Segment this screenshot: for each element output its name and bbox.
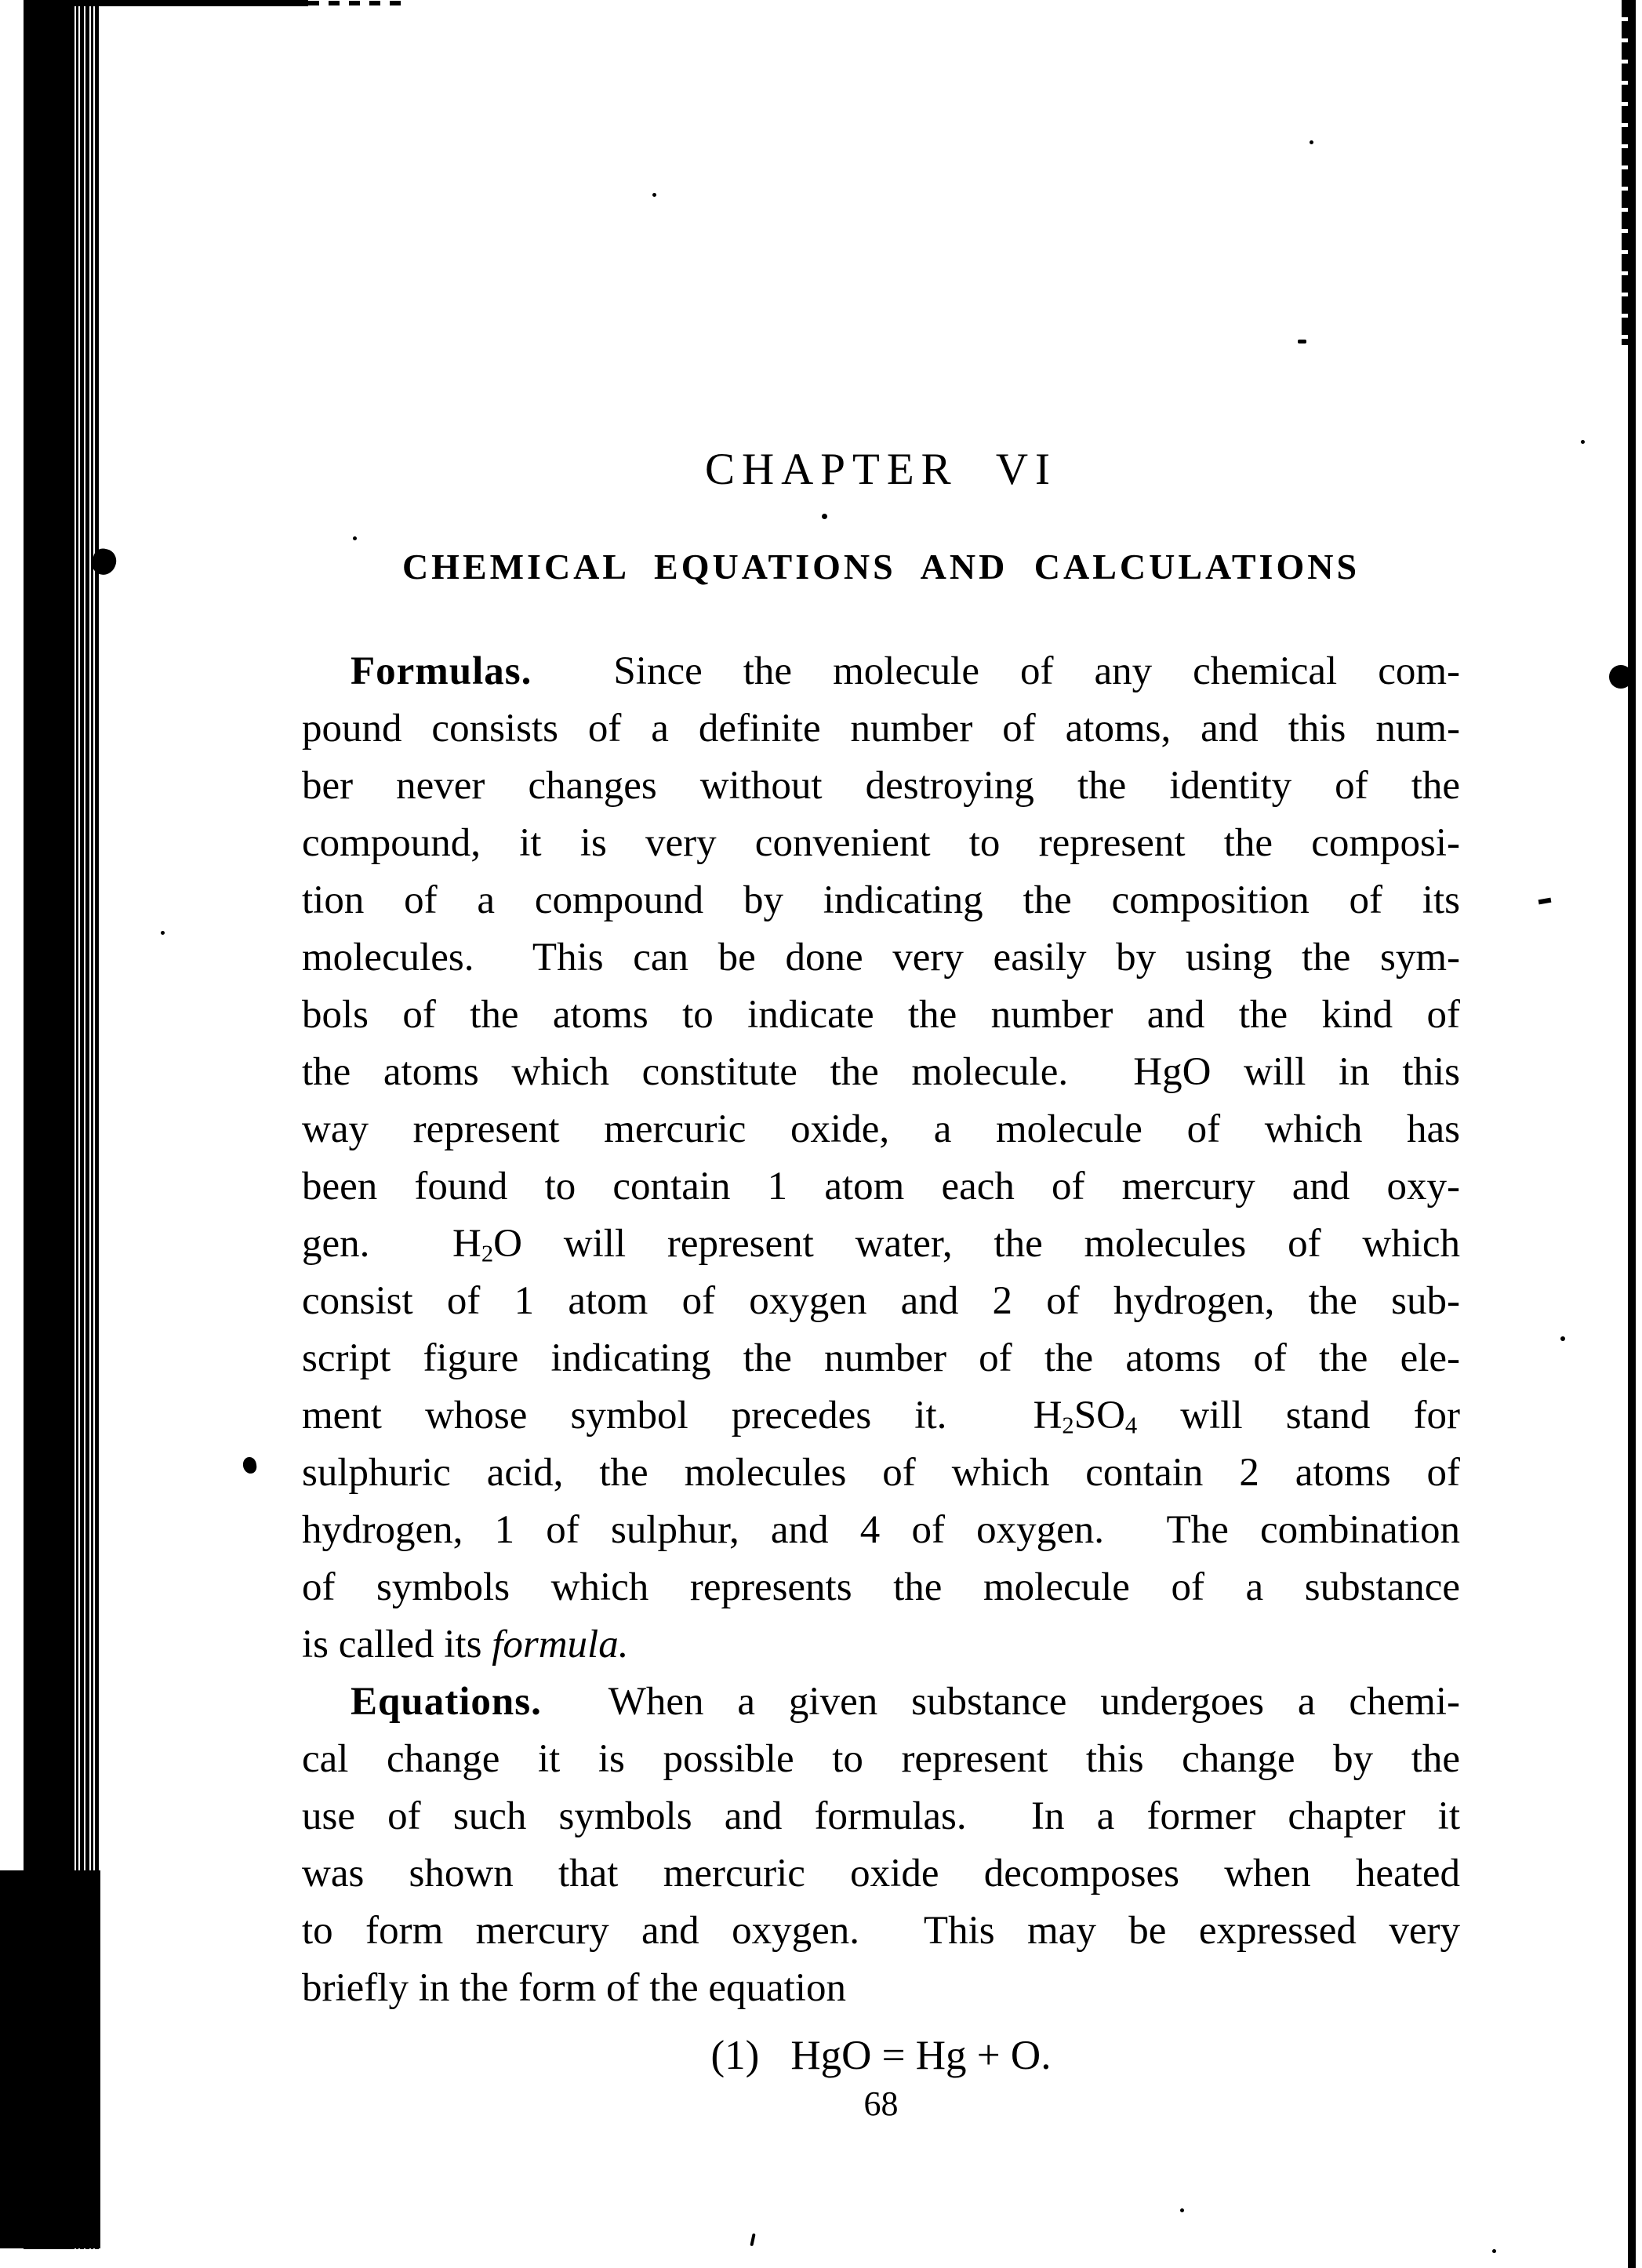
text-line: [302, 987, 1460, 1044]
text-run: is called its: [302, 1623, 492, 1666]
right-edge-smudge: [1622, 0, 1636, 345]
scan-speck: [161, 931, 165, 935]
text-line: [302, 1616, 1460, 1674]
text-run: ment whose symbol precedes it. H: [302, 1394, 1063, 1437]
text-line: [302, 1101, 1460, 1158]
scan-speck: [1492, 2249, 1496, 2253]
text-run: When a given substance undergoes a chemi-: [541, 1680, 1460, 1724]
chapter-title: CHAPTER VI: [704, 445, 1058, 494]
text-run: the atoms which constitute the molecule. HgO will in this: [302, 1050, 1460, 1094]
text-run: was shown that mercuric oxide decomposes when heated: [302, 1852, 1460, 1895]
text-line: [302, 1788, 1460, 1845]
ink-dash-right-margin: [1538, 898, 1552, 905]
text-run: ber never changes without destroying the identity of the: [302, 764, 1460, 808]
equation-line: [302, 2031, 1460, 2080]
top-edge-dashes: [308, 1, 410, 5]
binding-gutter-shadow-bottom: [0, 1870, 100, 2248]
text-line: [302, 1960, 1460, 2017]
text-line: [302, 1158, 1460, 1216]
chemical-subscript: 2: [1062, 1412, 1074, 1439]
page-number: 68: [863, 2084, 899, 2123]
top-edge-line: [45, 0, 308, 6]
paragraph-lead-word: Formulas.: [351, 649, 532, 693]
text-line: [302, 643, 1460, 700]
text-run: SO: [1073, 1394, 1125, 1437]
text-run: will stand for: [1137, 1394, 1460, 1437]
text-run: use of such symbols and formulas. In a former chapter it: [302, 1794, 1460, 1838]
text-run: tion of a compound by indicating the composition of its: [302, 878, 1460, 922]
ink-blot-bullet-margin: [242, 1456, 258, 1474]
text-run: to form mercury and oxygen. This may be expressed very: [302, 1909, 1460, 1953]
text-run: molecules. This can be done very easily by using the sym-: [302, 936, 1460, 980]
text-line: [302, 1330, 1460, 1387]
text-run: O will represent water, the molecules of which: [493, 1222, 1461, 1266]
text-run: way represent mercuric oxide, a molecule of which has: [302, 1107, 1460, 1151]
scan-speck: [822, 514, 827, 519]
text-line: [302, 1903, 1460, 1960]
text-line: [302, 1387, 1460, 1445]
text-line: [302, 758, 1460, 815]
text-run: compound, it is very convenient to represent the composi-: [302, 821, 1460, 865]
paragraph-lead-word: Equations.: [351, 1680, 542, 1724]
equation-body: HgO = Hg + O.: [790, 2033, 1052, 2078]
right-edge-ink-bump: [1609, 665, 1633, 689]
text-line: [302, 1445, 1460, 1502]
scan-speck: [1180, 2208, 1184, 2212]
text-run: sulphuric acid, the molecules of which contain 2 atoms of: [302, 1451, 1460, 1495]
scan-speck: [1298, 340, 1306, 343]
scan-speck: [1581, 440, 1585, 444]
text-run: hydrogen, 1 of sulphur, and 4 of oxygen. The combination: [302, 1508, 1460, 1552]
text-run: of symbols which represents the molecule of a substance: [302, 1565, 1460, 1609]
chemical-subscript: 4: [1124, 1412, 1138, 1439]
text-run: consist of 1 atom of oxygen and 2 of hydrogen, the sub-: [302, 1279, 1460, 1323]
text-line: [302, 1674, 1460, 1731]
text-line: [302, 1731, 1460, 1788]
scan-speck: [750, 2233, 755, 2246]
text-line: [302, 1273, 1460, 1330]
text-run: pound consists of a definite number of atoms, and this num-: [302, 707, 1460, 751]
text-line: [302, 700, 1460, 758]
text-line: [302, 1845, 1460, 1903]
text-run: gen. H: [302, 1222, 481, 1266]
text-line: [302, 1044, 1460, 1101]
text-line: [302, 815, 1460, 872]
text-run: script figure indicating the number of the atoms of the ele-: [302, 1336, 1460, 1380]
section-heading: CHEMICAL EQUATIONS AND CALCULATIONS: [401, 547, 1360, 587]
text-line: [302, 872, 1460, 929]
text-line: [302, 1216, 1460, 1273]
body-paragraphs: [302, 643, 1460, 2017]
chemical-subscript: 2: [481, 1240, 494, 1267]
italic-word: formula.: [492, 1623, 629, 1666]
text-line: [302, 1502, 1460, 1559]
equation-number: (1): [710, 2033, 760, 2078]
text-run: bols of the atoms to indicate the number and the kind of: [302, 993, 1460, 1037]
text-run: been found to contain 1 atom each of mercury and oxy-: [302, 1165, 1460, 1209]
text-run: Since the molecule of any chemical com-: [532, 649, 1460, 693]
scan-speck: [353, 536, 357, 540]
text-run: briefly in the form of the equation: [302, 1966, 846, 2010]
scan-speck: [1560, 1336, 1565, 1341]
text-line: [302, 1559, 1460, 1616]
text-run: cal change it is possible to represent this change by the: [302, 1737, 1460, 1781]
text-line: [302, 929, 1460, 987]
scan-speck: [652, 193, 656, 197]
scan-speck: [1310, 140, 1313, 144]
